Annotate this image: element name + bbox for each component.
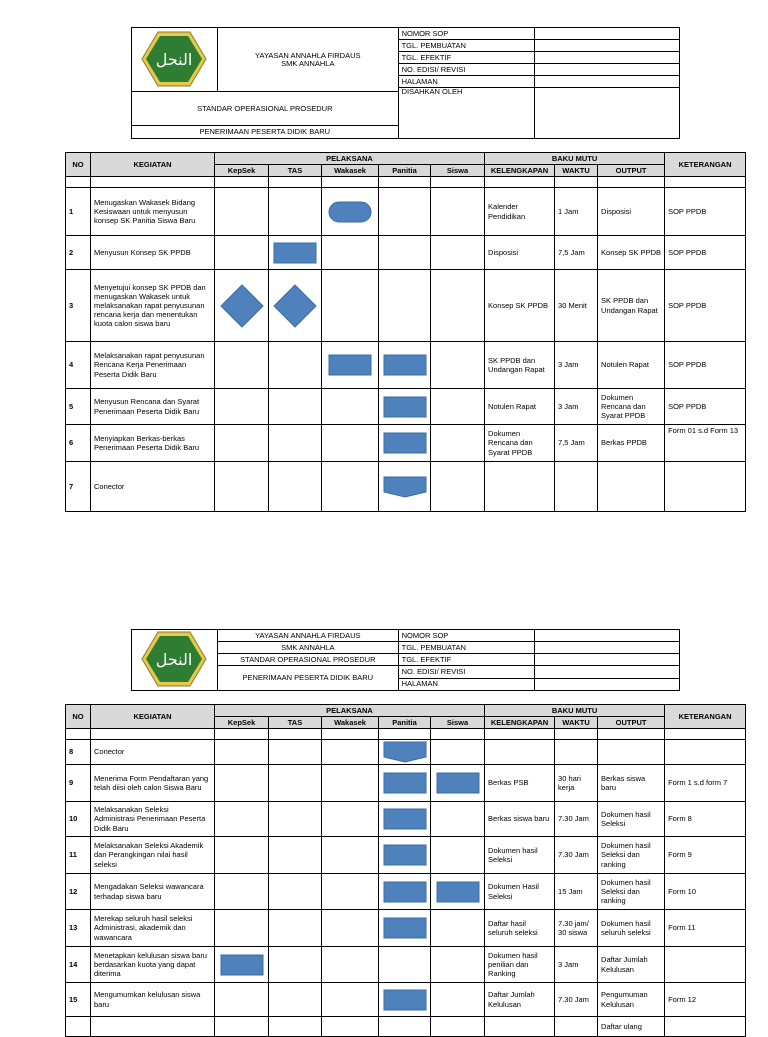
step-activity: Menyusun Rencana dan Syarat Penerimaan Peserta Didik Baru	[91, 389, 215, 425]
doc-type: STANDAR OPERASIONAL PROSEDUR	[132, 92, 399, 126]
step-waktu: 7,5 Jam	[555, 425, 598, 462]
step-activity	[91, 1017, 215, 1037]
step-row	[66, 983, 746, 1017]
actor-cell-kepsek	[215, 462, 269, 512]
actor-cell-siswa	[431, 342, 485, 389]
step-output	[598, 462, 665, 512]
step-row	[66, 837, 746, 874]
field-value	[535, 642, 680, 654]
actor-cell-wakasek	[322, 874, 379, 910]
actor-cell-panitia	[379, 837, 431, 874]
step-output: Dokumen Rencana dan Syarat PPDB	[598, 389, 665, 425]
school-name: SMK ANNAHLA	[217, 642, 398, 654]
step-row	[66, 740, 746, 765]
flow-rect-shape	[383, 354, 427, 376]
step-keterangan: Form 01 s.d Form 13	[665, 425, 746, 462]
step-waktu: 7.30 Jam	[555, 802, 598, 837]
actor-cell-wakasek	[322, 740, 379, 765]
actor-cell-siswa	[431, 236, 485, 270]
step-keterangan: Form 10	[665, 874, 746, 910]
step-activity: Menerima Form Pendaftaran yang telah diisi oleh calon Siswa Baru	[91, 765, 215, 802]
actor-cell-siswa	[431, 983, 485, 1017]
step-activity: Melaksanakan rapat penyusunan Rencana Kerja Penerimaan Peserta Didik Baru	[91, 342, 215, 389]
flow-rect-shape	[328, 354, 372, 376]
col-baku-mutu: BAKU MUTU	[485, 705, 665, 717]
step-output: Berkas siswa baru	[598, 765, 665, 802]
actor-cell-wakasek	[322, 342, 379, 389]
actor-cell-kepsek	[215, 342, 269, 389]
actor-cell-wakasek	[322, 188, 379, 236]
field-value	[535, 52, 680, 64]
field-label: HALAMAN	[398, 76, 535, 88]
flow-rect-shape	[220, 954, 264, 976]
actor-cell-wakasek	[322, 765, 379, 802]
field-value	[535, 40, 680, 52]
actor-cell-tas	[269, 188, 322, 236]
field-label: NOMOR SOP	[398, 28, 535, 40]
actor-cell-siswa	[431, 389, 485, 425]
actor-cell-tas	[269, 740, 322, 765]
step-keterangan: SOP PPDB	[665, 270, 746, 342]
actor-cell-panitia	[379, 188, 431, 236]
flow-diamond-shape	[220, 284, 264, 328]
org-block	[217, 28, 398, 92]
field-value	[535, 76, 680, 88]
actor-cell-siswa	[431, 188, 485, 236]
step-no: 10	[66, 802, 91, 837]
step-keterangan: Form 12	[665, 983, 746, 1017]
step-no: 13	[66, 910, 91, 947]
actor-cell-panitia	[379, 342, 431, 389]
step-keterangan: SOP PPDB	[665, 342, 746, 389]
step-output: Daftar ulang	[598, 1017, 665, 1037]
actor-cell-wakasek	[322, 425, 379, 462]
actor-cell-panitia	[379, 765, 431, 802]
actor-cell-wakasek	[322, 236, 379, 270]
col-no: NO	[66, 153, 91, 177]
col-siswa: Siswa	[431, 717, 485, 729]
actor-cell-tas	[269, 462, 322, 512]
field-label: NOMOR SOP	[398, 630, 535, 642]
logo-cell	[132, 28, 218, 92]
actor-cell-kepsek	[215, 270, 269, 342]
col-output: OUTPUT	[598, 165, 665, 177]
flow-rect-shape	[383, 844, 427, 866]
school-name: SMK ANNAHLA	[281, 58, 335, 68]
step-waktu: 3 Jam	[555, 389, 598, 425]
step-row	[66, 1017, 746, 1037]
col-wakasek: Wakasek	[322, 165, 379, 177]
step-keterangan: Form 9	[665, 837, 746, 874]
actor-cell-siswa	[431, 270, 485, 342]
step-row	[66, 342, 746, 389]
actor-cell-siswa	[431, 1017, 485, 1037]
step-row	[66, 874, 746, 910]
actor-cell-panitia	[379, 462, 431, 512]
field-label: TGL. PEMBUATAN	[398, 40, 535, 52]
actor-cell-panitia	[379, 910, 431, 947]
step-waktu	[555, 740, 598, 765]
actor-cell-tas	[269, 874, 322, 910]
step-row	[66, 947, 746, 983]
flow-rect-shape	[383, 881, 427, 903]
col-panitia: Panitia	[379, 165, 431, 177]
actor-cell-kepsek	[215, 983, 269, 1017]
step-no: 5	[66, 389, 91, 425]
step-kelengkapan: Kalender Pendidikan	[485, 188, 555, 236]
step-output: Berkas PPDB	[598, 425, 665, 462]
step-no: 2	[66, 236, 91, 270]
field-value	[535, 88, 680, 139]
step-kelengkapan: Konsep SK PPDB	[485, 270, 555, 342]
step-keterangan: Form 1 s.d form 7	[665, 765, 746, 802]
step-row	[66, 462, 746, 512]
step-output: SK PPDB dan Undangan Rapat	[598, 270, 665, 342]
step-output: Dokumen hasil Seleksi dan ranking	[598, 837, 665, 874]
step-waktu	[555, 462, 598, 512]
step-kelengkapan: Disposisi	[485, 236, 555, 270]
flow-rect-shape	[383, 772, 427, 794]
step-row	[66, 910, 746, 947]
step-kelengkapan: Dokumen hasil penilian dan Ranking	[485, 947, 555, 983]
step-output: Disposisi	[598, 188, 665, 236]
actor-cell-kepsek	[215, 236, 269, 270]
actor-cell-panitia	[379, 740, 431, 765]
step-output: Daftar Jumlah Kelulusan	[598, 947, 665, 983]
actor-cell-tas	[269, 837, 322, 874]
actor-cell-kepsek	[215, 874, 269, 910]
actor-cell-panitia	[379, 389, 431, 425]
actor-cell-wakasek	[322, 270, 379, 342]
field-label: TGL. PEMBUATAN	[398, 642, 535, 654]
col-waktu: WAKTU	[555, 717, 598, 729]
step-no: 1	[66, 188, 91, 236]
col-wakasek: Wakasek	[322, 717, 379, 729]
sop-header-1	[131, 27, 680, 139]
actor-cell-tas	[269, 236, 322, 270]
col-kepsek: KepSek	[215, 717, 269, 729]
step-keterangan	[665, 1017, 746, 1037]
actor-cell-panitia	[379, 1017, 431, 1037]
flow-rect-shape	[383, 989, 427, 1011]
actor-cell-panitia	[379, 236, 431, 270]
step-activity: Menyetujui konsep SK PPDB dan menugaskan Wakasek untuk melaksanakan rapat penyusunan rencana kerja dan menentukan kuota calon siswa baru	[91, 270, 215, 342]
actor-cell-tas	[269, 802, 322, 837]
field-label: HALAMAN	[398, 678, 535, 690]
step-keterangan	[665, 947, 746, 983]
step-row	[66, 389, 746, 425]
step-waktu: 7.30 Jam	[555, 983, 598, 1017]
annahla-logo	[140, 650, 208, 690]
org-name: YAYASAN ANNAHLA FIRDAUS	[255, 50, 361, 60]
step-row	[66, 188, 746, 236]
field-value	[535, 666, 680, 679]
actor-cell-kepsek	[215, 947, 269, 983]
step-waktu: 7.30 Jam	[555, 837, 598, 874]
col-pelaksana: PELAKSANA	[215, 153, 485, 165]
actor-cell-tas	[269, 425, 322, 462]
col-kegiatan: KEGIATAN	[91, 153, 215, 177]
step-output: Dokumen hasil Seleksi dan ranking	[598, 874, 665, 910]
field-label: DISAHKAN OLEH	[398, 88, 535, 139]
actor-cell-wakasek	[322, 983, 379, 1017]
sop-header-2	[131, 629, 680, 691]
field-value	[535, 654, 680, 666]
actor-cell-tas	[269, 765, 322, 802]
step-activity: Menugaskan Wakasek Bidang Kesiswaan untuk menyusun konsep SK Panitia Siswa Baru	[91, 188, 215, 236]
step-row	[66, 425, 746, 462]
step-activity: Melaksanakan Seleksi Administrasi Penerimaan Peserta Didik Baru	[91, 802, 215, 837]
step-output: Dokumen hasil seluruh seleksi	[598, 910, 665, 947]
actor-cell-wakasek	[322, 389, 379, 425]
step-activity: Conector	[91, 462, 215, 512]
flow-rect-shape	[383, 808, 427, 830]
actor-cell-kepsek	[215, 765, 269, 802]
step-no: 3	[66, 270, 91, 342]
step-no: 4	[66, 342, 91, 389]
step-waktu: 15 Jam	[555, 874, 598, 910]
step-waktu	[555, 1017, 598, 1037]
step-output	[598, 740, 665, 765]
step-row	[66, 270, 746, 342]
actor-cell-panitia	[379, 270, 431, 342]
flow-terminal-shape	[328, 201, 372, 223]
actor-cell-kepsek	[215, 837, 269, 874]
step-no: 14	[66, 947, 91, 983]
actor-cell-panitia	[379, 425, 431, 462]
step-kelengkapan: SK PPDB dan Undangan Rapat	[485, 342, 555, 389]
actor-cell-panitia	[379, 874, 431, 910]
actor-cell-wakasek	[322, 462, 379, 512]
actor-cell-wakasek	[322, 837, 379, 874]
actor-cell-wakasek	[322, 802, 379, 837]
step-kelengkapan	[485, 462, 555, 512]
step-activity: Mengadakan Seleksi wawancara terhadap siswa baru	[91, 874, 215, 910]
step-kelengkapan	[485, 740, 555, 765]
actor-cell-siswa	[431, 837, 485, 874]
step-kelengkapan: Berkas PSB	[485, 765, 555, 802]
actor-cell-kepsek	[215, 740, 269, 765]
step-activity: Menyusun Konsep SK PPDB	[91, 236, 215, 270]
actor-cell-siswa	[431, 802, 485, 837]
field-label: TGL. EFEKTIF	[398, 654, 535, 666]
flow-rect-shape	[383, 432, 427, 454]
col-panitia: Panitia	[379, 717, 431, 729]
actor-cell-tas	[269, 983, 322, 1017]
actor-cell-tas	[269, 947, 322, 983]
doc-title: PENERIMAAN PESERTA DIDIK BARU	[217, 666, 398, 691]
step-kelengkapan: Dokumen Rencana dan Syarat PPDB	[485, 425, 555, 462]
col-kegiatan: KEGIATAN	[91, 705, 215, 729]
step-waktu: 30 hari kerja	[555, 765, 598, 802]
step-activity: Menetapkan kelulusan siswa baru berdasarkan kuota yang dapat diterima	[91, 947, 215, 983]
actor-cell-tas	[269, 1017, 322, 1037]
spacer-row	[66, 177, 746, 188]
actor-cell-siswa	[431, 947, 485, 983]
step-output: Konsep SK PPDB	[598, 236, 665, 270]
col-output: OUTPUT	[598, 717, 665, 729]
col-siswa: Siswa	[431, 165, 485, 177]
step-waktu: 30 Menit	[555, 270, 598, 342]
step-row	[66, 236, 746, 270]
field-label: NO. EDISI/ REVISI	[398, 64, 535, 76]
step-output: Dokumen hasil Seleksi	[598, 802, 665, 837]
step-kelengkapan: Notulen Rapat	[485, 389, 555, 425]
field-value	[535, 630, 680, 642]
step-waktu: 7,5 Jam	[555, 236, 598, 270]
col-kelengkapan: KELENGKAPAN	[485, 717, 555, 729]
actor-cell-siswa	[431, 740, 485, 765]
col-tas: TAS	[269, 717, 322, 729]
step-output: Notulen Rapat	[598, 342, 665, 389]
step-row	[66, 765, 746, 802]
actor-cell-siswa	[431, 425, 485, 462]
step-no: 8	[66, 740, 91, 765]
step-kelengkapan	[485, 1017, 555, 1037]
sop-table-2	[65, 704, 746, 1037]
step-activity: Conector	[91, 740, 215, 765]
actor-cell-kepsek	[215, 1017, 269, 1037]
actor-cell-tas	[269, 910, 322, 947]
flow-connector-shape	[383, 741, 427, 763]
step-waktu: 3 Jam	[555, 947, 598, 983]
step-kelengkapan: Daftar Jumlah Kelulusan	[485, 983, 555, 1017]
col-no: NO	[66, 705, 91, 729]
actor-cell-panitia	[379, 983, 431, 1017]
step-output: Pengumuman Kelulusan	[598, 983, 665, 1017]
col-baku-mutu: BAKU MUTU	[485, 153, 665, 165]
flow-rect-shape	[436, 772, 480, 794]
step-keterangan	[665, 740, 746, 765]
actor-cell-siswa	[431, 765, 485, 802]
logo-cell	[132, 630, 218, 691]
flow-rect-shape	[273, 242, 317, 264]
step-kelengkapan: Berkas siswa baru	[485, 802, 555, 837]
step-no: 15	[66, 983, 91, 1017]
step-kelengkapan: Daftar hasil seluruh seleksi	[485, 910, 555, 947]
actor-cell-kepsek	[215, 425, 269, 462]
field-value	[535, 64, 680, 76]
col-pelaksana: PELAKSANA	[215, 705, 485, 717]
step-keterangan	[665, 462, 746, 512]
step-waktu: 7.30 jam/ 30 siswa	[555, 910, 598, 947]
actor-cell-kepsek	[215, 910, 269, 947]
step-waktu: 3 Jam	[555, 342, 598, 389]
step-no: 6	[66, 425, 91, 462]
actor-cell-siswa	[431, 910, 485, 947]
actor-cell-panitia	[379, 947, 431, 983]
step-keterangan: SOP PPDB	[665, 389, 746, 425]
flow-rect-shape	[436, 881, 480, 903]
step-no: 12	[66, 874, 91, 910]
step-keterangan: Form 8	[665, 802, 746, 837]
org-name: YAYASAN ANNAHLA FIRDAUS	[217, 630, 398, 642]
step-keterangan: SOP PPDB	[665, 188, 746, 236]
step-waktu: 1 Jam	[555, 188, 598, 236]
step-kelengkapan: Dokumen Hasil Seleksi	[485, 874, 555, 910]
sop-table-1	[65, 152, 746, 512]
step-kelengkapan: Dokumen hasil Seleksi	[485, 837, 555, 874]
spacer-row	[66, 729, 746, 740]
doc-type: STANDAR OPERASIONAL PROSEDUR	[217, 654, 398, 666]
col-waktu: WAKTU	[555, 165, 598, 177]
logo-text: النحل	[156, 650, 193, 669]
step-no: 11	[66, 837, 91, 874]
step-activity: Melaksanakan Seleksi Akademik dan Perangkingan nilai hasil seleksi	[91, 837, 215, 874]
actor-cell-kepsek	[215, 389, 269, 425]
annahla-logo	[140, 49, 208, 90]
step-activity: Merekap seluruh hasil seleksi Administrasi, akademik dan wawancara	[91, 910, 215, 947]
flow-diamond-shape	[273, 284, 317, 328]
step-no	[66, 1017, 91, 1037]
step-row	[66, 802, 746, 837]
actor-cell-wakasek	[322, 1017, 379, 1037]
actor-cell-tas	[269, 270, 322, 342]
actor-cell-siswa	[431, 462, 485, 512]
logo-text: النحل	[156, 49, 193, 69]
step-activity: Mengumumkan kelulusan siswa baru	[91, 983, 215, 1017]
step-no: 9	[66, 765, 91, 802]
field-label: TGL. EFEKTIF	[398, 52, 535, 64]
doc-title: PENERIMAAN PESERTA DIDIK BARU	[132, 126, 399, 139]
actor-cell-kepsek	[215, 802, 269, 837]
actor-cell-tas	[269, 342, 322, 389]
col-keterangan: KETERANGAN	[665, 705, 746, 729]
field-value	[535, 28, 680, 40]
actor-cell-wakasek	[322, 947, 379, 983]
actor-cell-tas	[269, 389, 322, 425]
field-value	[535, 678, 680, 690]
flow-rect-shape	[383, 396, 427, 418]
col-kepsek: KepSek	[215, 165, 269, 177]
actor-cell-siswa	[431, 874, 485, 910]
field-label: NO. EDISI/ REVISI	[398, 666, 535, 679]
col-tas: TAS	[269, 165, 322, 177]
actor-cell-wakasek	[322, 910, 379, 947]
col-keterangan: KETERANGAN	[665, 153, 746, 177]
flow-connector-shape	[383, 476, 427, 498]
step-no: 7	[66, 462, 91, 512]
actor-cell-panitia	[379, 802, 431, 837]
col-kelengkapan: KELENGKAPAN	[485, 165, 555, 177]
actor-cell-kepsek	[215, 188, 269, 236]
flow-rect-shape	[383, 917, 427, 939]
step-keterangan: SOP PPDB	[665, 236, 746, 270]
step-keterangan: Form 11	[665, 910, 746, 947]
step-activity: Menyiapkan Berkas-berkas Penerimaan Peserta Didik Baru	[91, 425, 215, 462]
